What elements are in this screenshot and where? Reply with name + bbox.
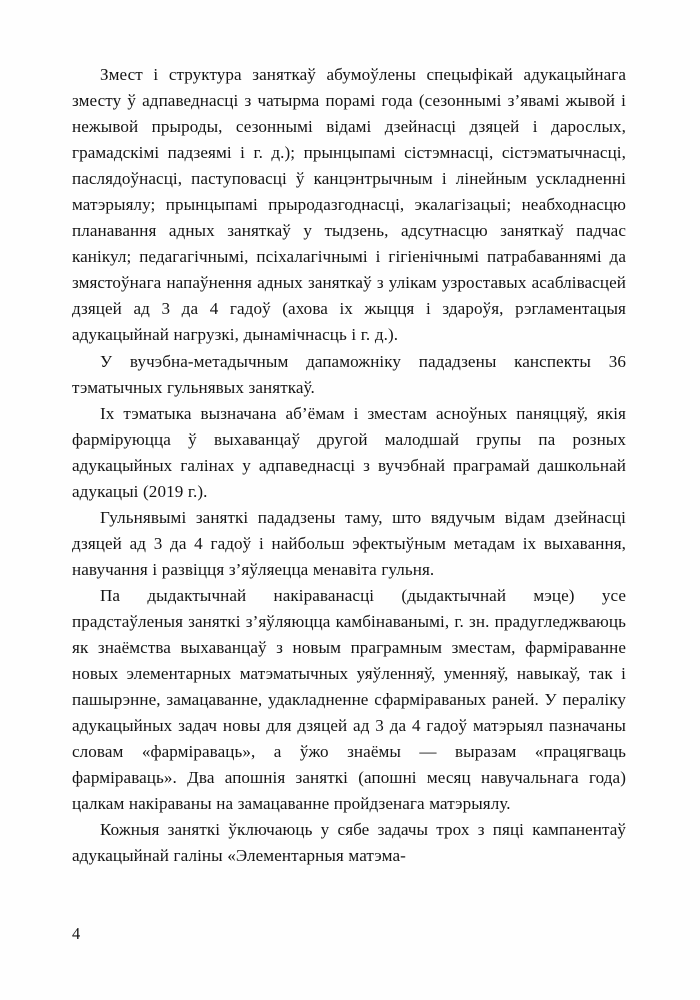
page-text-block <box>72 62 626 869</box>
body-paragraph: Па дыдактычнай накіраванасці (дыдактычнай мэце) усе прадстаўленыя заняткі з’яўляюцца камбінаванымі, г. зн. прадугледжваюць як знаёмства выхаванцаў з новым праграмным зместам, фарміраванне новых элементарных матэматычных уяўленняў, уменняў, навыкаў, так і пашырэнне, замацаванне, удакладненне сфарміраваных раней. У пераліку адукацыйных задач новы для дзяцей ад 3 да 4 гадоў матэрыял пазначаны словам «фарміраваць», а ўжо знаёмы — выразам «працягваць фарміраваць». Два апошнія заняткі (апошні месяц навучальнага года) цалкам накіраваны на замацаванне пройдзенага матэрыялу. <box>72 585 626 814</box>
body-paragraph: Кожныя заняткі ўключаюць у сябе задачы трох з пяці кампанентаў адукацыйнай галіны «Элементарныя матэма- <box>72 820 626 866</box>
page-number: 4 <box>72 924 81 943</box>
body-paragraph: У вучэбна-метадычным дапаможніку пададзены канспекты 36 тэматычных гульнявых заняткаў. <box>72 351 626 397</box>
body-paragraph: Іх тэматыка вызначана аб’ёмам і зместам асноўных паняццяў, якія фарміруюцца ў выхаванцаў другой малодшай групы па розных адукацыйных галінах у адпаведнасці з вучэбнай праграмай дашкольнай адукацыі (2019 г.). <box>72 403 626 501</box>
body-paragraph: Змест і структура заняткаў абумоўлены спецыфікай адукацыйнага зместу ў адпаведнасці з чатырма порамі года (сезоннымі з’явамі жывой і нежывой прыроды, сезоннымі відамі дзейнасці дзяцей і дарослых, грамадскімі падзеямі і г. д.); прынцыпамі сістэмнасці, сістэматычнасці, паслядоўнасці, паступовасці ў канцэнтрычным і лінейным ускладненні матэрыялу; прынцыпамі прыродазгоднасці, экалагізацыі; неабходнасцю планавання адных заняткаў у тыдзень, адсутнасцю заняткаў падчас канікул; педагагічнымі, псіхалагічнымі і гігіенічнымі патрабаваннямі да змястоўнага напаўнення адных заняткаў з улікам узроставых асаблівасцей дзяцей ад 3 да 4 гадоў (ахова іх жыцця і здароўя, рэгламентацыя адукацыйнай нагрузкі, дынамічнасць і г. д.). <box>72 65 626 345</box>
body-paragraph: Гульнявымі заняткі пададзены таму, што вядучым відам дзейнасці дзяцей ад 3 да 4 гадоў і найбольш эфектыўным метадам іх выхавання, навучання і развіцця з’яўляецца менавіта гульня. <box>72 507 626 579</box>
